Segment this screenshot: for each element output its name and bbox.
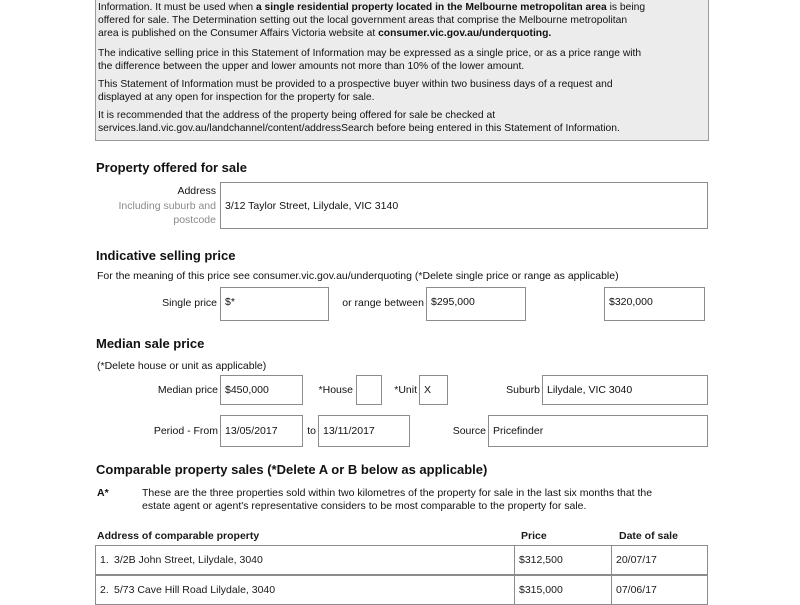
address-hint-1: Including suburb and xyxy=(118,200,216,212)
source-label: Source xyxy=(452,425,486,437)
row-price: $315,000 xyxy=(514,575,612,605)
period-to-label: to xyxy=(307,425,316,437)
address-hint-2: postcode xyxy=(173,214,216,226)
suburb-field[interactable]: Lilydale, VIC 3040 xyxy=(542,375,708,405)
col-date-header: Date of sale xyxy=(619,530,678,542)
row-date: 07/06/17 xyxy=(611,575,708,605)
table-row xyxy=(95,575,515,605)
row-price: $312,500 xyxy=(514,545,612,575)
info-line-2: offered for sale. The Determination setting out the local government areas that comprise the Melbourne metropolitan xyxy=(98,15,628,26)
suburb-label: Suburb xyxy=(506,384,540,396)
info-line-8: It is recommended that the address of the property being offered for sale be checked at xyxy=(98,110,496,121)
info-line-9: services.land.vic.gov.au/landchannel/content/addressSearch before being entered in this Statement of Information. xyxy=(98,123,620,134)
table-row xyxy=(95,545,515,575)
info-line-1: Information. It must be used when a single residential property located in the Melbourne metropolitan area is being xyxy=(98,2,646,13)
comparable-heading: Comparable property sales (*Delete A or B below as applicable) xyxy=(96,462,488,477)
option-a-label: A* xyxy=(97,487,109,499)
col-price-header: Price xyxy=(521,530,547,542)
median-price-label: Median price xyxy=(157,384,218,396)
house-field[interactable] xyxy=(356,375,382,405)
range-between-label: or range between xyxy=(342,297,424,309)
info-line-3: area is published on the Consumer Affairs Victoria website at consumer.vic.gov.au/underquoting. xyxy=(98,28,552,39)
indicative-note: For the meaning of this price see consumer.vic.gov.au/underquoting (*Delete single price or range as applicable) xyxy=(97,270,619,282)
unit-label: *Unit xyxy=(394,384,417,396)
option-a-text-2: estate agent or agent's representative considers to be most comparable to the property for sale. xyxy=(142,500,587,512)
period-to-field[interactable]: 13/11/2017 xyxy=(318,415,410,447)
single-price-label: Single price xyxy=(162,297,217,309)
info-line-6: This Statement of Information must be provided to a prospective buyer within two business days of a request and xyxy=(98,79,613,90)
median-price-field[interactable]: $450,000 xyxy=(220,375,303,405)
property-heading: Property offered for sale xyxy=(96,160,247,175)
range-low-field[interactable]: $295,000 xyxy=(426,287,526,321)
period-from-field[interactable]: 13/05/2017 xyxy=(220,415,303,447)
indicative-heading: Indicative selling price xyxy=(96,248,236,263)
house-label: *House xyxy=(318,384,353,396)
row-address: 3/2B John Street, Lilydale, 3040 xyxy=(114,554,263,566)
col-address-header: Address of comparable property xyxy=(97,530,260,542)
row-date: 20/07/17 xyxy=(611,545,708,575)
address-label: Address xyxy=(177,185,216,197)
row-address: 5/73 Cave Hill Road Lilydale, 3040 xyxy=(114,584,276,596)
median-note: (*Delete house or unit as applicable) xyxy=(97,360,267,372)
period-from-label: Period - From xyxy=(153,425,218,437)
row-number: 1. xyxy=(100,554,109,566)
median-heading: Median sale price xyxy=(96,336,205,351)
info-line-4: The indicative selling price in this Statement of Information may be expressed as a single price, or as a price range with xyxy=(98,48,642,59)
unit-field[interactable]: X xyxy=(419,375,448,405)
row-number: 2. xyxy=(100,584,109,596)
single-price-field[interactable]: $* xyxy=(220,287,329,321)
info-line-5: the difference between the upper and lower amounts not more than 10% of the lower amount. xyxy=(98,61,525,72)
info-line-7: displayed at any open for inspection for the property for sale. xyxy=(98,92,375,103)
range-high-field[interactable]: $320,000 xyxy=(604,287,705,321)
address-field[interactable]: 3/12 Taylor Street, Lilydale, VIC 3140 xyxy=(220,182,708,229)
source-field[interactable]: Pricefinder xyxy=(488,415,708,447)
option-a-text-1: These are the three properties sold within two kilometres of the property for sale in the last six months that the xyxy=(142,487,653,499)
